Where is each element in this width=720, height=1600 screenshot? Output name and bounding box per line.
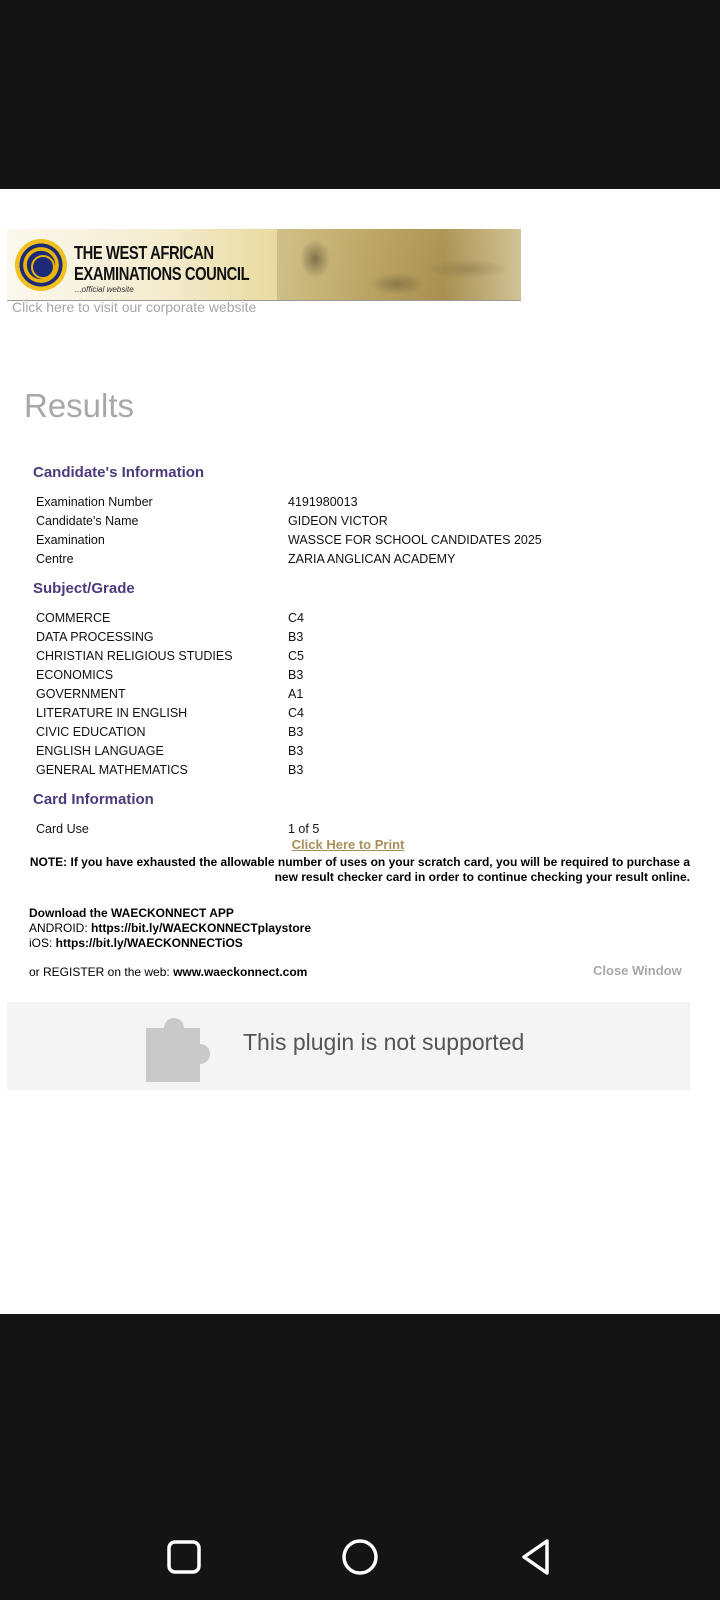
card-use-label: Card Use: [36, 822, 89, 836]
subject-row: [36, 744, 676, 763]
row-value: 4191980013: [288, 495, 358, 509]
subject-row: [36, 763, 676, 782]
corporate-website-link[interactable]: Click here to visit our corporate website: [12, 299, 257, 315]
banner-photo: [277, 229, 521, 300]
subject-grade: A1: [288, 687, 304, 701]
candidate-row: [36, 514, 676, 533]
status-area: [0, 0, 720, 189]
candidate-row: [36, 552, 676, 571]
download-app-title: Download the WAECKONNECT APP: [29, 906, 234, 920]
register-label: or REGISTER on the web:: [29, 965, 174, 979]
subject-grade: B3: [288, 668, 304, 682]
org-name-line2: EXAMINATIONS COUNCIL: [74, 264, 250, 284]
puzzle-piece-icon: [138, 1006, 218, 1086]
waec-seal-icon: [15, 239, 67, 291]
subject-name: LITERATURE IN ENGLISH: [36, 706, 188, 720]
subject-name: COMMERCE: [36, 611, 111, 625]
unsupported-plugin-box: [7, 1002, 690, 1090]
android-label: ANDROID:: [29, 921, 92, 935]
ios-download-line: [29, 936, 243, 950]
back-triangle-icon[interactable]: [511, 1532, 561, 1582]
subject-grade-heading: Subject/Grade: [33, 580, 135, 597]
plugin-unsupported-message: This plugin is not supported: [243, 1029, 525, 1055]
subject-name: ENGLISH LANGUAGE: [36, 744, 164, 758]
card-use-value: 1 of 5: [288, 822, 320, 836]
subject-name: CHRISTIAN RELIGIOUS STUDIES: [36, 649, 233, 663]
ios-store-link[interactable]: https://bit.ly/WAECKONNECTiOS: [55, 936, 243, 950]
subject-grade: C4: [288, 706, 304, 720]
register-web-link[interactable]: www.waeckonnect.com: [173, 965, 308, 979]
subject-row: [36, 611, 676, 630]
subject-name: GENERAL MATHEMATICS: [36, 763, 188, 777]
subject-name: GOVERNMENT: [36, 687, 126, 701]
subject-name: DATA PROCESSING: [36, 630, 154, 644]
org-name-line1: THE WEST AFRICAN: [74, 243, 214, 263]
page-title: Results: [24, 387, 135, 424]
android-nav-bar: [0, 1314, 720, 1600]
row-label: Examination Number: [36, 495, 153, 509]
subject-row: [36, 649, 676, 668]
subject-grade: C4: [288, 611, 304, 625]
waec-banner[interactable]: [7, 229, 521, 301]
register-line: [29, 965, 307, 979]
scratch-card-note: NOTE: If you have exhausted the allowable number of uses on your scratch card, you will be required to purchase a new result checker card in order to continue checking your result online.: [29, 855, 690, 884]
candidate-row: [36, 533, 676, 552]
candidate-info-heading: Candidate's Information: [33, 464, 205, 481]
subject-grade: B3: [288, 744, 304, 758]
row-value: ZARIA ANGLICAN ACADEMY: [288, 552, 456, 566]
card-info-heading: Card Information: [33, 791, 154, 808]
row-label: Candidate's Name: [36, 514, 139, 528]
subject-grade: B3: [288, 725, 304, 739]
close-window-link[interactable]: Close Window: [593, 963, 682, 978]
row-value: WASSCE FOR SCHOOL CANDIDATES 2025: [288, 533, 542, 547]
subject-row: [36, 630, 676, 649]
subject-row: [36, 687, 676, 706]
subject-row: [36, 706, 676, 725]
row-label: Examination: [36, 533, 105, 547]
subject-row: [36, 725, 676, 744]
ios-label: iOS:: [29, 936, 56, 950]
org-tagline: ...official website: [75, 285, 134, 294]
home-circle-icon[interactable]: [335, 1532, 385, 1582]
results-page: [0, 189, 720, 1314]
subject-grade: C5: [288, 649, 304, 663]
print-link[interactable]: Click Here to Print: [291, 837, 405, 852]
android-store-link[interactable]: https://bit.ly/WAECKONNECTplaystore: [91, 921, 312, 935]
row-value: GIDEON VICTOR: [288, 514, 388, 528]
row-label: Centre: [36, 552, 74, 566]
android-download-line: [29, 921, 311, 935]
subject-grade: B3: [288, 763, 304, 777]
subject-name: ECONOMICS: [36, 668, 114, 682]
subject-grade: B3: [288, 630, 304, 644]
candidate-row: [36, 495, 676, 514]
subject-name: CIVIC EDUCATION: [36, 725, 146, 739]
recents-square-icon[interactable]: [159, 1532, 209, 1582]
subject-row: [36, 668, 676, 687]
